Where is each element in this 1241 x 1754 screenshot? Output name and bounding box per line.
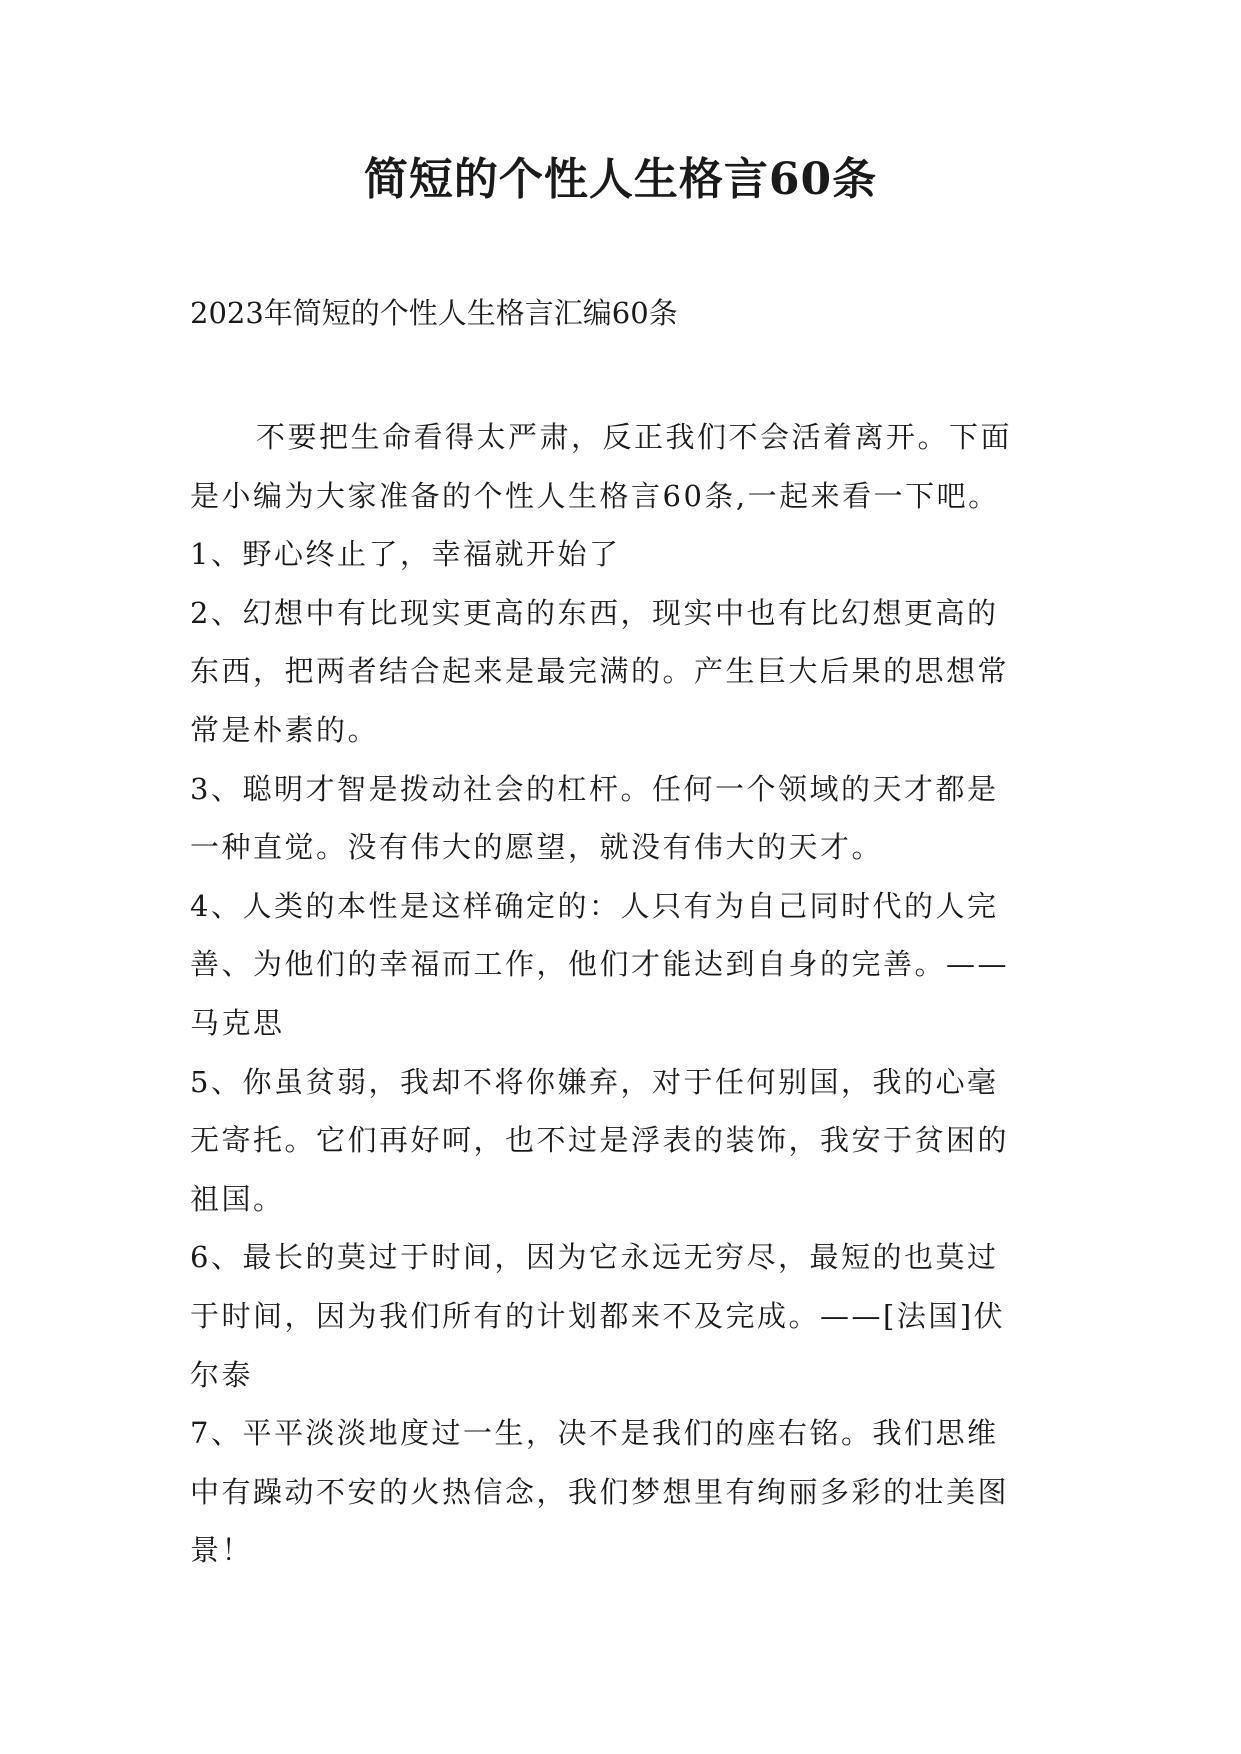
- intro-line: 是小编为大家准备的个性人生格言60条,一起来看一下吧。: [190, 478, 1000, 513]
- quote-line: 2、幻想中有比现实更高的东西，现实中也有比幻想更高的: [190, 595, 999, 630]
- quote-line: 4、人类的本性是这样确定的：人只有为自己同时代的人完: [190, 888, 999, 923]
- quote-line: 中有躁动不安的火热信念，我们梦想里有绚丽多彩的壮美图: [190, 1474, 1010, 1509]
- quote-line: 一种直觉。没有伟大的愿望，就没有伟大的天才。: [190, 830, 884, 865]
- document-body: [190, 408, 1070, 1580]
- quote-line: 无寄托。它们再好呵，也不过是浮表的装饰，我安于贫困的: [190, 1123, 1010, 1158]
- quote-line: 东西，把两者结合起来是最完满的。产生巨大后果的思想常: [190, 654, 1010, 689]
- document-subtitle: 2023年简短的个性人生格言汇编60条: [190, 296, 678, 330]
- quote-line: 善、为他们的幸福而工作，他们才能达到自身的完善。——: [190, 947, 1010, 982]
- quote-line: 马克思: [190, 1005, 285, 1040]
- quote-line: 3、聪明才智是拨动社会的杠杆。任何一个领域的天才都是: [190, 771, 999, 806]
- intro-line: 不要把生命看得太严肃，反正我们不会活着离开。下面: [256, 420, 1013, 454]
- quote-line: 尔泰: [190, 1357, 254, 1392]
- quote-line: 祖国。: [190, 1181, 285, 1216]
- quote-line: 1、野心终止了，幸福就开始了: [190, 537, 621, 572]
- quote-line: 7、平平淡淡地度过一生，决不是我们的座右铭。我们思维: [190, 1416, 999, 1451]
- quote-line: 景！: [190, 1533, 254, 1568]
- quote-line: 于时间，因为我们所有的计划都来不及完成。——[法国]伏: [190, 1298, 1006, 1333]
- quote-line: 5、你虽贫弱，我却不将你嫌弃，对于任何别国，我的心毫: [190, 1064, 999, 1099]
- quote-line: 6、最长的莫过于时间，因为它永远无穷尽，最短的也莫过: [190, 1240, 999, 1275]
- quote-line: 常是朴素的。: [190, 712, 380, 747]
- document-title: 简短的个性人生格言60条: [363, 154, 878, 205]
